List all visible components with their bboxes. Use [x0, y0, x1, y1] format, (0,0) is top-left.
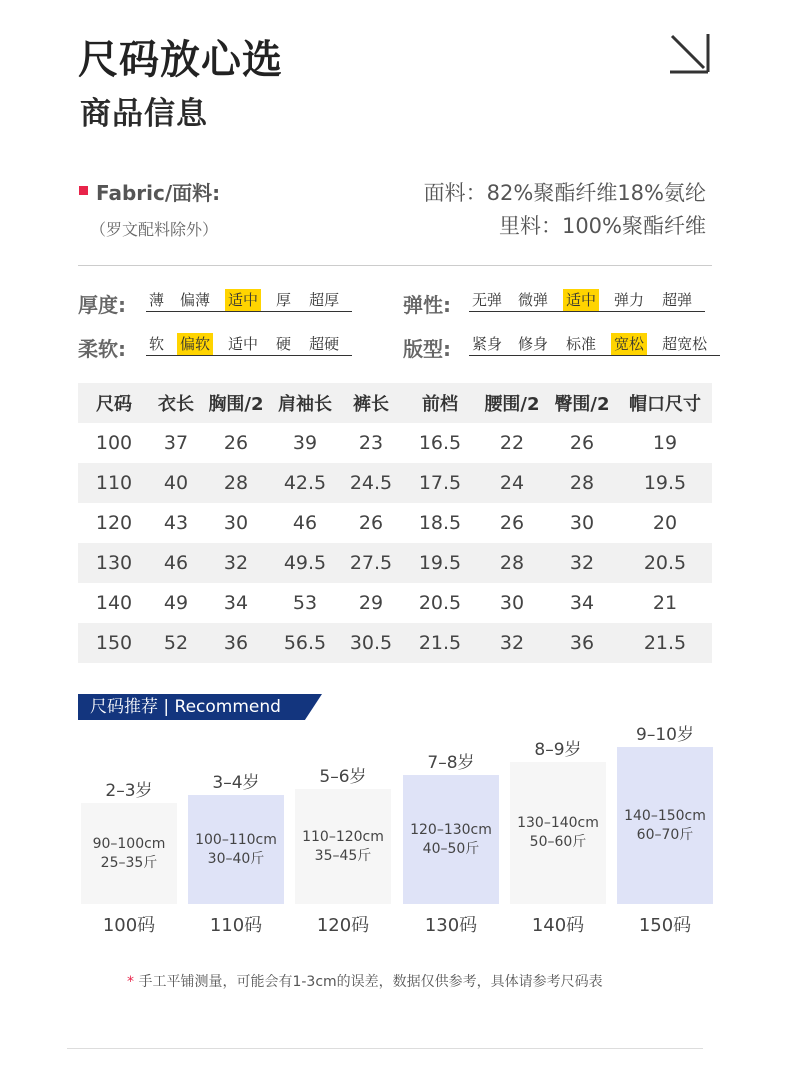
- recommend-size-label: 150码: [638, 915, 692, 936]
- softness-option: 适中: [228, 334, 259, 353]
- table-cell: 26: [223, 432, 249, 454]
- table-cell: 26: [569, 432, 595, 454]
- table-header-cell: 臀围/2: [546, 383, 618, 423]
- elasticity-option: 微弹: [518, 290, 549, 309]
- recommend-size-label: 130码: [424, 915, 478, 936]
- table-cell: 46: [150, 543, 202, 583]
- thickness-option: 适中: [225, 289, 261, 311]
- recommend-age-label: 3–4岁: [212, 773, 260, 793]
- table-row: [78, 503, 712, 543]
- recommend-height: 120–130cm: [410, 821, 492, 838]
- table-cell: 19.5: [402, 543, 478, 583]
- table-cell: 34: [223, 592, 249, 614]
- elasticity-option: 无弹: [472, 290, 503, 309]
- recommend-age-label: 7–8岁: [427, 753, 475, 773]
- table-cell: 37: [163, 432, 189, 454]
- footnote-text: 手工平铺测量，可能会有1-3cm的误差，数据仅供参考，具体请参考尺码表: [134, 974, 603, 990]
- elasticity-scale: [469, 288, 705, 312]
- table-header-cell: 裤长: [340, 383, 402, 423]
- thickness-option: 超厚: [309, 290, 340, 309]
- recommend-size-label: 140码: [531, 915, 585, 936]
- fit-option: 紧身: [472, 334, 503, 353]
- recommend-age-label: 5–6岁: [319, 767, 367, 787]
- table-cell: 40: [150, 463, 202, 503]
- fabric-inner-material: 里料：100%聚酯纤维: [498, 214, 706, 238]
- recommend-height: 140–150cm: [624, 807, 706, 824]
- fit-option: 宽松: [611, 333, 647, 355]
- table-cell: 110: [78, 463, 150, 503]
- elasticity-option: 超弹: [662, 290, 693, 309]
- fit-label: 版型:: [403, 337, 451, 361]
- fabric-outer-material: 面料：82%聚酯纤维18%氨纶: [423, 181, 706, 205]
- recommend-age-label: 9–10岁: [636, 725, 694, 745]
- page-subtitle: 商品信息: [80, 96, 208, 132]
- size-table: [78, 383, 712, 663]
- recommend-height: 110–120cm: [302, 828, 384, 845]
- table-cell: 49: [163, 592, 189, 614]
- table-header-cell: 腰围/2: [478, 383, 546, 423]
- bottom-divider: [67, 1048, 703, 1049]
- table-cell: 20: [652, 512, 678, 534]
- recommend-banner-text: 尺码推荐 | Recommend: [90, 697, 281, 717]
- table-cell: 49.5: [270, 543, 340, 583]
- recommend-height: 90–100cm: [92, 835, 166, 852]
- thickness-scale: [146, 288, 352, 312]
- recommend-size-label: 110码: [209, 915, 263, 936]
- softness-option: 软: [149, 334, 165, 353]
- table-cell: 56.5: [270, 623, 340, 663]
- table-row: [78, 583, 712, 623]
- table-cell: 16.5: [418, 432, 462, 454]
- table-header-cell: 肩袖长: [270, 383, 340, 423]
- recommend-height: 100–110cm: [195, 831, 277, 848]
- recommend-weight: 50–60斤: [529, 834, 587, 850]
- softness-scale: [146, 332, 352, 356]
- table-cell: 46: [292, 512, 318, 534]
- table-cell: 130: [78, 543, 150, 583]
- recommend-height: 130–140cm: [517, 815, 599, 831]
- fabric-bullet: [79, 186, 88, 195]
- softness-option: 偏软: [177, 333, 213, 355]
- section-divider: [78, 265, 712, 266]
- recommend-bar: [81, 803, 177, 904]
- recommend-size-label: 100码: [102, 915, 156, 936]
- table-cell: 150: [78, 623, 150, 663]
- table-cell: 32: [478, 623, 546, 663]
- table-cell: 36: [546, 623, 618, 663]
- table-cell: 20.5: [618, 543, 712, 583]
- recommend-weight: 30–40斤: [207, 850, 265, 867]
- table-cell: 26: [358, 512, 384, 534]
- table-cell: 29: [358, 592, 384, 614]
- table-cell: 43: [163, 512, 189, 534]
- table-cell: 53: [292, 592, 318, 614]
- elasticity-label: 弹性:: [403, 293, 451, 317]
- table-header-cell: 帽口尺寸: [618, 383, 712, 423]
- table-cell: 27.5: [340, 543, 402, 583]
- recommend-bar: [510, 762, 606, 904]
- table-cell: 26: [499, 512, 525, 534]
- table-cell: 28: [478, 543, 546, 583]
- table-cell: 23: [358, 432, 384, 454]
- table-cell: 28: [202, 463, 270, 503]
- table-cell: 28: [546, 463, 618, 503]
- fit-option: 超宽松: [662, 334, 708, 353]
- table-cell: 30.5: [340, 623, 402, 663]
- table-row: [78, 463, 712, 503]
- elasticity-option: 弹力: [614, 290, 645, 309]
- thickness-option: 薄: [149, 290, 165, 309]
- table-cell: 100: [95, 432, 133, 454]
- table-cell: 21.5: [402, 623, 478, 663]
- fabric-note: （罗文配料除外）: [90, 220, 219, 239]
- table-cell: 120: [95, 512, 133, 534]
- table-cell: 24: [478, 463, 546, 503]
- thickness-option: 偏薄: [180, 290, 211, 309]
- table-cell: 22: [499, 432, 525, 454]
- recommend-age-label: 8–9岁: [534, 740, 582, 760]
- footnote: [127, 971, 603, 991]
- fit-option: 修身: [518, 334, 549, 353]
- table-cell: 18.5: [418, 512, 462, 534]
- table-cell: 39: [292, 432, 318, 454]
- table-cell: 140: [95, 592, 133, 614]
- footnote-star: *: [127, 974, 134, 990]
- table-row: [78, 623, 712, 663]
- table-cell: 32: [546, 543, 618, 583]
- elasticity-option: 适中: [563, 289, 599, 311]
- table-row: [78, 423, 712, 463]
- recommend-bar: [403, 775, 499, 904]
- softness-label: 柔软:: [78, 337, 126, 361]
- table-cell: 30: [223, 512, 249, 534]
- recommend-weight: 35–45斤: [314, 847, 372, 864]
- table-cell: 52: [150, 623, 202, 663]
- table-cell: 42.5: [270, 463, 340, 503]
- table-cell: 20.5: [418, 592, 462, 614]
- recommend-weight: 60–70斤: [636, 826, 694, 843]
- table-cell: 21: [652, 592, 678, 614]
- table-cell: 32: [202, 543, 270, 583]
- softness-option: 硬: [276, 334, 292, 353]
- table-header-cell: 胸围/2: [202, 383, 270, 423]
- recommend-weight: 40–50斤: [422, 840, 480, 857]
- table-header-cell: 尺码: [78, 383, 150, 423]
- fit-scale: [469, 332, 720, 356]
- recommend-bar: [617, 747, 713, 904]
- table-header-cell: 衣长: [150, 383, 202, 423]
- softness-option: 超硬: [309, 334, 340, 353]
- table-cell: 19.5: [618, 463, 712, 503]
- arrow-down-right-icon: [668, 32, 712, 76]
- table-cell: 24.5: [340, 463, 402, 503]
- recommend-weight: 25–35斤: [100, 854, 158, 871]
- recommend-bar: [295, 789, 391, 904]
- recommend-age-label: 2–3岁: [105, 781, 153, 801]
- table-cell: 30: [499, 592, 525, 614]
- table-cell: 36: [202, 623, 270, 663]
- recommend-bar: [188, 795, 284, 904]
- page-title: 尺码放心选: [78, 37, 283, 83]
- table-cell: 17.5: [402, 463, 478, 503]
- table-cell: 34: [569, 592, 595, 614]
- table-cell: 30: [569, 512, 595, 534]
- thickness-label: 厚度:: [78, 293, 126, 317]
- table-cell: 19: [652, 432, 678, 454]
- fit-option: 标准: [566, 334, 597, 353]
- table-header-row: [78, 383, 712, 423]
- recommend-size-label: 120码: [316, 915, 370, 936]
- fabric-label: Fabric/面料:: [96, 181, 221, 205]
- thickness-option: 厚: [276, 290, 292, 309]
- table-cell: 21.5: [618, 623, 712, 663]
- table-header-cell: 前档: [402, 383, 478, 423]
- table-row: [78, 543, 712, 583]
